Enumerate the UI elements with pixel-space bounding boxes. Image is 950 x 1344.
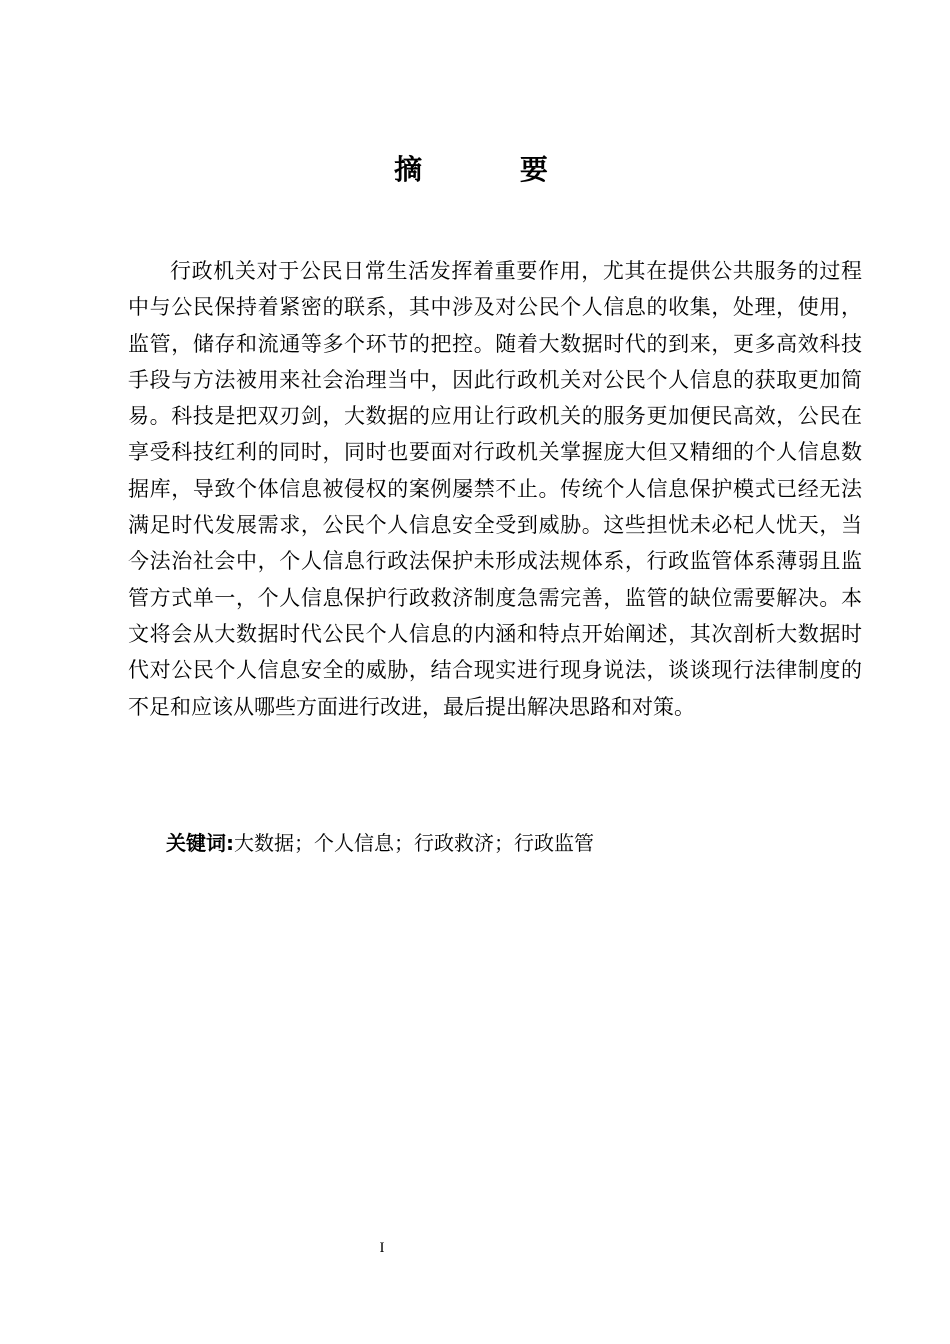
- keywords-label: 关键词:: [166, 831, 234, 855]
- page-number: I: [379, 1240, 385, 1256]
- abstract-title: 摘 要: [394, 153, 592, 186]
- keywords-line: [166, 828, 594, 858]
- abstract-body: 行政机关对于公民日常生活发挥着重要作用，尤其在提供公共服务的过程中与公民保持着紧密的联系，其中涉及对公民个人信息的收集，处理，使用，监管，储存和流通等多个环节的把控。随着大数据时代的到来，更多高效科技手段与方法被用来社会治理当中，因此行政机关对公民个人信息的获取更加简易。科技是把双刃剑，大数据的应用让行政机关的服务更加便民高效，公民在享受科技红利的同时，同时也要面对行政机关掌握庞大但又精细的个人信息数据库，导致个体信息被侵权的案例屡禁不止。传统个人信息保护模式已经无法满足时代发展需求，公民个人信息安全受到威胁。这些担忧未必杞人忧天，当今法治社会中，个人信息行政法保护未形成法规体系，行政监管体系薄弱且监管方式单一，个人信息保护行政救济制度急需完善，监管的缺位需要解决。本文将会从大数据时代公民个人信息的内涵和特点开始阐述，其次剖析大数据时代对公民个人信息安全的威胁，结合现实进行现身说法，谈谈现行法律制度的不足和应该从哪些方面进行改进，最后提出解决思路和对策。: [128, 259, 862, 719]
- keywords-list: 大数据；个人信息；行政救济；行政监管: [234, 831, 594, 855]
